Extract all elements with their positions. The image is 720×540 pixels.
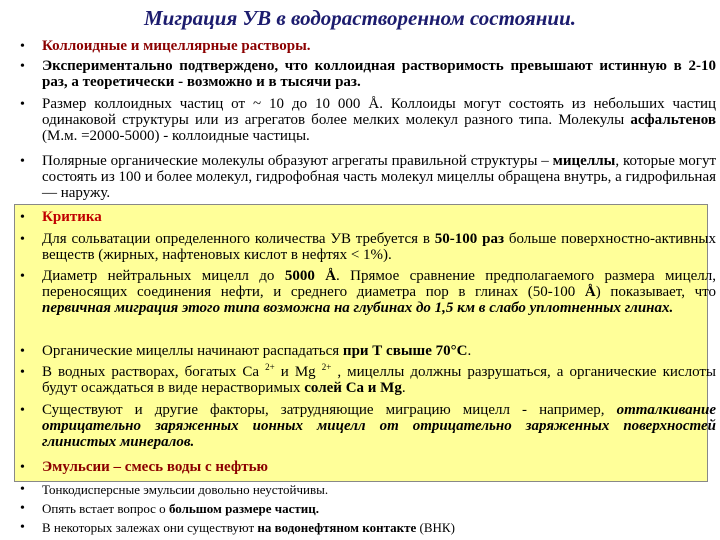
- bullet-icon: •: [20, 520, 25, 535]
- text-segment: .: [401, 380, 406, 396]
- text-segment: Опять встает вопрос о: [42, 501, 169, 516]
- text-segment: , которые могут состоять из 100 и более молекул, гидрофобная часть молекул мицеллы обращена внутрь, а гидрофильная — наружу.: [42, 153, 716, 201]
- bullet-icon: •: [20, 365, 25, 380]
- text-segment: 5000 Å: [284, 268, 337, 284]
- item-text: [42, 481, 716, 498]
- bullet-icon: •: [20, 403, 25, 418]
- slide-title: Миграция УВ в водорастворенном состоянии.: [144, 6, 576, 30]
- item-text: [42, 268, 716, 316]
- text-segment: Размер коллоидных частиц от ~ 10 до 10 000: [42, 96, 369, 112]
- item-text: [42, 364, 716, 396]
- text-segment: при Т свыше 70°С: [342, 343, 468, 359]
- text-segment: Полярные органические молекулы образуют агрегаты правильной структуры –: [42, 153, 553, 169]
- text-segment: В некоторых залежах они существуют: [42, 520, 258, 535]
- text-segment: В водных растворах, богатых Са: [42, 364, 266, 380]
- text-segment: Критика: [42, 209, 102, 225]
- bullet-icon: •: [20, 344, 25, 359]
- text-segment: 2+: [321, 362, 332, 372]
- text-segment: большом размере частиц.: [168, 501, 319, 516]
- text-segment: Тонкодисперсные эмульсии довольно неустойчивы.: [42, 482, 329, 497]
- bullet-icon: •: [20, 210, 25, 225]
- text-segment: Коллоидные и мицеллярные растворы.: [42, 38, 311, 54]
- bullet-icon: •: [20, 269, 25, 284]
- text-segment: первичная миграция этого типа возможна на глубинах до 1,5 км в слабо уплотненных глинах.: [42, 300, 674, 316]
- text-segment: Для сольватации определенного количества УВ требуется в: [42, 231, 435, 247]
- bullet-icon: •: [20, 482, 25, 497]
- text-segment: Эмульсии – смесь воды с нефтью: [42, 459, 269, 475]
- text-segment: отталкивание отрицательно заряженных ионных мицелл от отрицательно заряженных поверхностей глинистых минералов.: [42, 402, 716, 450]
- bullet-icon: •: [20, 39, 25, 54]
- item-text: [42, 459, 716, 475]
- text-segment: (ВНК): [416, 520, 455, 535]
- text-segment: Существуют и другие факторы, затрудняющие миграцию мицелл - например,: [42, 402, 617, 418]
- text-segment: мицеллы: [552, 153, 616, 169]
- bullet-icon: •: [20, 501, 25, 516]
- text-segment: Å: [584, 284, 596, 300]
- item-text: [42, 519, 716, 536]
- text-segment: асфальтенов: [630, 112, 716, 128]
- item-text: [42, 58, 716, 90]
- text-segment: больше поверхностно-активных веществ (жирных, нафтеновых кислот в нефтях < 1%).: [42, 231, 716, 263]
- item-text: [42, 96, 716, 144]
- text-segment: Экспериментально подтверждено, что коллоидная растворимость превышают истинную в 2-10 раз, а теоретически - возможно и в тысячи раз.: [42, 58, 716, 90]
- item-text: [42, 38, 716, 54]
- text-segment: Диаметр нейтральных мицелл до: [42, 268, 285, 284]
- text-segment: Å: [368, 96, 380, 112]
- text-segment: и Mg: [274, 364, 322, 380]
- text-segment: . Коллоиды могут состоять из небольших частиц одинаковой структуры или из агрегатов более мелких молекул разного типа. Молекулы: [42, 96, 717, 128]
- item-text: [42, 402, 716, 450]
- item-text: [42, 209, 716, 225]
- bullet-icon: •: [20, 232, 25, 247]
- text-segment: Органические мицеллы начинают распадаться: [42, 343, 343, 359]
- bullet-icon: •: [20, 59, 25, 74]
- text-segment: 2+: [265, 362, 275, 372]
- text-segment: ) показывает, что: [595, 284, 716, 300]
- item-text: [42, 500, 716, 517]
- text-segment: на водонефтяном контакте: [257, 520, 417, 535]
- text-segment: .: [467, 343, 472, 359]
- item-text: [42, 231, 716, 263]
- text-segment: . Прямое сравнение предполагаемого размера мицелл, переносящих соединения нефти, и среднего диаметра пор в глинах (50-100: [42, 268, 716, 300]
- item-text: [42, 343, 716, 359]
- text-segment: (М.м. =2000-5000) - коллоидные частицы.: [42, 128, 310, 144]
- bullet-icon: •: [20, 97, 25, 112]
- text-segment: , мицеллы должны разрушаться, а органические кислоты будут осаждаться в виде нерастворимых: [42, 364, 717, 396]
- bullet-icon: •: [20, 154, 25, 169]
- text-segment: солей Са и Mg: [304, 380, 402, 396]
- bullet-icon: •: [20, 460, 25, 475]
- text-segment: 50-100 раз: [434, 231, 504, 247]
- item-text: [42, 153, 716, 201]
